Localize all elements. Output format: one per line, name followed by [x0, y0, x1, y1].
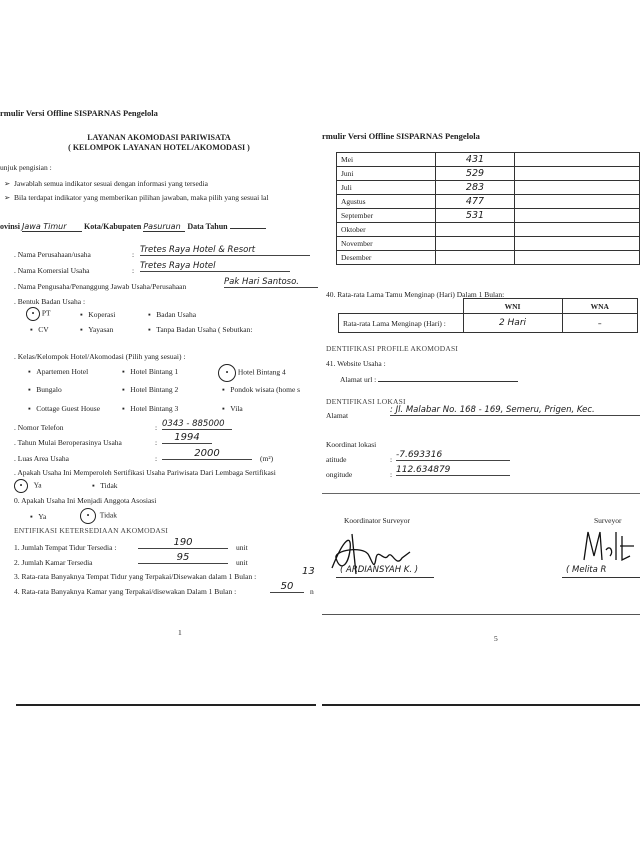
page-header: rmulir Versi Offline SISPARNAS Pengelola [322, 131, 480, 141]
website-label: 41. Website Usaha : [326, 359, 386, 368]
stay-wni-value[interactable]: 2 Hari [463, 314, 562, 333]
month-extra[interactable] [515, 167, 640, 181]
wni-header: WNI [463, 299, 562, 314]
commercial-name-label: . Nama Komersial Usaha [14, 266, 90, 275]
latitude-value[interactable]: -7.693316 [396, 450, 510, 461]
option-badan-usaha[interactable]: ▪ Badan Usaha [148, 310, 197, 319]
month-row [337, 223, 640, 237]
avg-rooms-value[interactable]: 50 [270, 581, 304, 593]
class-vila[interactable]: ▪ Vila [222, 404, 243, 413]
coordinate-label: Koordinat lokasi [326, 440, 377, 449]
address-label: Alamat [326, 411, 349, 420]
month-row [337, 181, 640, 195]
province-value[interactable]: Jawa Timur [22, 222, 82, 232]
selected-circle-icon: • [80, 508, 96, 524]
selected-circle-icon: • [14, 479, 28, 493]
month-name: Juni [337, 167, 436, 181]
month-name: Desember [337, 251, 436, 265]
right-page: rmulir Versi Offline SISPARNAS Pengelola Mei 431 Juni 529 Juli 283 Agustus 477 September 531 Oktober November Desember 40. Rata-rata Lama Tamu Menginap (Hari) Dalam 1 Bulan: WNI WNA Rata-rata Lama Menginap (Hari) : 2 Hari – DENTIFIKASI PROFILE AKOMODASI 41. Website Usaha : Alamat url : DENTIFIKASI LOKASI Alamat : Jl. Malabar No. 168 - 169, Semeru, Prigen, Kec. Koordinat lokasi atitude : -7.693316 ongitude : 112.634879 Koordinator Surveyor ( ARDIANSYAH K. ) Surveyor ( Melita R 5 [322, 0, 640, 843]
month-extra[interactable] [515, 237, 640, 251]
month-value[interactable]: 283 [436, 181, 515, 195]
class-bintang-3[interactable]: ▪ Hotel Bintang 3 [122, 404, 179, 413]
address-value[interactable]: : Jl. Malabar No. 168 - 169, Semeru, Prigen, Kec. [390, 405, 640, 416]
surveyor-name: ( Melita R [566, 565, 607, 575]
month-value[interactable] [436, 237, 515, 251]
wna-header: WNA [562, 299, 638, 314]
business-form-label: . Bentuk Badan Usaha : [14, 297, 86, 306]
city-value[interactable]: Pasuruan [143, 222, 185, 232]
surveyor-signature-icon [580, 526, 640, 566]
phone-value[interactable]: 0343 - 885000 [162, 419, 232, 430]
avg-stay-label: 40. Rata-rata Lama Tamu Menginap (Hari) Dalam 1 Bulan: [326, 290, 505, 299]
year-started-value[interactable]: 1994 [162, 432, 212, 444]
longitude-value[interactable]: 112.634879 [396, 465, 510, 476]
section-profile: DENTIFIKASI PROFILE AKOMODASI [326, 344, 459, 353]
association-label: 0. Apakah Usaha Ini Menjadi Anggota Asosiasi [14, 496, 157, 505]
owner-value[interactable]: Pak Hari Santoso. [224, 277, 318, 288]
month-row [337, 251, 640, 265]
month-value[interactable]: 431 [436, 153, 515, 167]
class-bintang-4[interactable]: • Hotel Bintang 4 [218, 364, 286, 382]
coordinator-label: Koordinator Surveyor [344, 516, 411, 525]
page-header: rmulir Versi Offline SISPARNAS Pengelola [0, 108, 158, 118]
class-cottage[interactable]: ▪ Cottage Guest House [28, 404, 101, 413]
province-row: ovinsi Jawa Timur Kota/Kabupaten Pasuruan Data Tahun [0, 222, 266, 232]
month-row [337, 195, 640, 209]
company-name-label: . Nama Perusahaan/usaha [14, 250, 91, 259]
form-title: LAYANAN AKOMODASI PARIWISATA [87, 133, 231, 142]
month-name: Oktober [337, 223, 436, 237]
association-tidak[interactable]: • Tidak [80, 508, 117, 524]
year-started-label: . Tahun Mulai Beroperasinya Usaha [14, 438, 122, 447]
option-cv[interactable]: ▪ CV [30, 325, 49, 334]
avg-rooms-label: 4. Rata-rata Banyaknya Kamar yang Terpakai/disewakan Dalam 1 Bulan : [14, 587, 237, 596]
class-bungalo[interactable]: ▪ Bungalo [28, 385, 62, 394]
month-extra[interactable] [515, 195, 640, 209]
area-unit: (m²) [260, 454, 274, 463]
selected-circle-icon: • [218, 364, 236, 382]
company-name-value[interactable]: Tretes Raya Hotel & Resort [140, 245, 310, 256]
month-extra[interactable] [515, 209, 640, 223]
month-value[interactable]: 531 [436, 209, 515, 223]
beds-label: 1. Jumlah Tempat Tidur Tersedia : [14, 543, 117, 552]
certification-label: . Apakah Usaha Ini Memperoleh Sertifikasi Usaha Pariwisata Dari Lembaga Sertifikasi [14, 468, 276, 477]
month-value[interactable]: 477 [436, 195, 515, 209]
avg-beds-value[interactable]: 13 [302, 566, 315, 577]
stay-table [338, 298, 638, 333]
instructions-heading: unjuk pengisian : [0, 163, 52, 172]
monthly-table [336, 152, 640, 265]
month-name: Juli [337, 181, 436, 195]
class-bintang-2[interactable]: ▪ Hotel Bintang 2 [122, 385, 179, 394]
avg-beds-label: 3. Rata-rata Banyaknya Tempat Tidur yang Terpakai/Disewakan dalam 1 Bulan : [14, 572, 257, 581]
area-label: . Luas Area Usaha [14, 454, 69, 463]
instruction-2: ➢ Bila terdapat indikator yang memberikan pilihan jawaban, maka pilih yang sesuai lal [4, 193, 269, 202]
latitude-label: atitude [326, 455, 347, 464]
month-name: Mei [337, 153, 436, 167]
area-value[interactable]: 2000 [162, 448, 252, 460]
month-extra[interactable] [515, 181, 640, 195]
option-tanpa-badan[interactable]: ▪ Tanpa Badan Usaha ( Sebutkan: [148, 325, 253, 334]
rooms-value[interactable]: 95 [138, 552, 228, 564]
option-yayasan[interactable]: ▪ Yayasan [80, 325, 114, 334]
page-number: 1 [178, 628, 182, 637]
month-name: September [337, 209, 436, 223]
hotel-class-label: . Kelas/Kelompok Hotel/Akomodasi (Pilih yang sesuai) : [14, 352, 186, 361]
bottom-rule [16, 704, 316, 706]
month-extra[interactable] [515, 223, 640, 237]
divider [322, 614, 640, 615]
commercial-name-value[interactable]: Tretes Raya Hotel [140, 261, 290, 272]
coordinator-name: ( ARDIANSYAH K. ) [340, 565, 419, 575]
instruction-1: ➢ Jawablah semua indikator sesuai dengan informasi yang tersedia [4, 179, 208, 188]
month-name: November [337, 237, 436, 251]
month-row [337, 237, 640, 251]
certification-tidak[interactable]: ▪ Tidak [92, 481, 118, 490]
month-extra[interactable] [515, 153, 640, 167]
association-ya[interactable]: ▪ Ya [30, 512, 47, 521]
stay-row-label: Rata-rata Lama Menginap (Hari) : [339, 314, 464, 333]
option-koperasi[interactable]: ▪ Koperasi [80, 310, 116, 319]
year-value[interactable] [230, 228, 266, 229]
month-row [337, 209, 640, 223]
surveyor-label: Surveyor [594, 516, 622, 525]
class-pondok[interactable]: ▪ Pondok wisata (home s [222, 385, 301, 394]
bottom-rule [322, 704, 640, 706]
left-page: rmulir Versi Offline SISPARNAS Pengelola LAYANAN AKOMODASI PARIWISATA ( KELOMPOK LAYANAN HOTEL/AKOMODASI ) unjuk pengisian : ➢ Jawablah semua indikator sesuai dengan informasi yang tersedia ➢ Bila terdapat indikator yang memberikan pilihan jawaban, maka pilih yang sesuai lal ovinsi Jawa Timur Kota/Kabupaten Pasuruan Data Tahun . Nama Perusahaan/usaha : Tretes Raya Hotel & Resort . Nama Komersial Usaha : Tretes Raya Hotel . Nama Pengusaha/Penanggung Jawab Usaha/Perusahaan Pak Hari Santoso. . Bentuk Badan Usaha : • PT ▪ Koperasi ▪ Badan Usaha ▪ CV ▪ Yayasan ▪ Tanpa Badan Usaha ( Sebutkan: . Kelas/Kelompok Hotel/Akomodasi (Pilih yang sesuai) : ▪ Apartemen Hotel ▪ Hotel Bintang 1 • Hotel Bintang 4 ▪ Bungalo ▪ Hotel Bintang 2 ▪ Pondok wisata (home s ▪ Cottage Guest House ▪ Hotel Bintang 3 ▪ Vila . Nomor Telefon : 0343 - 885000 . Tahun Mulai Beroperasinya Usaha : 1994 . Luas Area Usaha : 2000 (m²) . Apakah Usaha Ini Memperoleh Sertifikasi Usaha Pariwisata Dari Lembaga Sertifikasi • Ya ▪ Tidak 0. Apakah Usaha Ini Menjadi Anggota Asosiasi ▪ Ya • Tidak ENTIFIKASI KETERSEDIAAN AKOMODASI 1. Jumlah Tempat Tidur Tersedia : 190 unit 2. Jumlah Kamar Tersedia 95 unit 3. Rata-rata Banyaknya Tempat Tidur yang Terpakai/Disewakan dalam 1 Bulan : 13 4. Rata-rata Banyaknya Kamar yang Terpakai/disewakan Dalam 1 Bulan : 50 n 1 [0, 0, 318, 843]
section-availability: ENTIFIKASI KETERSEDIAAN AKOMODASI [14, 526, 169, 535]
page-number: 5 [494, 634, 498, 643]
class-apartemen[interactable]: ▪ Apartemen Hotel [28, 367, 89, 376]
rooms-label: 2. Jumlah Kamar Tersedia [14, 558, 93, 567]
divider [322, 493, 640, 494]
phone-label: . Nomor Telefon [14, 423, 64, 432]
month-row [337, 167, 640, 181]
month-name: Agustus [337, 195, 436, 209]
month-value[interactable] [436, 223, 515, 237]
month-extra[interactable] [515, 251, 640, 265]
month-value[interactable]: 529 [436, 167, 515, 181]
url-label: Alamat url : [340, 375, 518, 384]
month-value[interactable] [436, 251, 515, 265]
beds-value[interactable]: 190 [138, 537, 228, 549]
certification-ya[interactable]: • Ya [14, 479, 42, 493]
class-bintang-1[interactable]: ▪ Hotel Bintang 1 [122, 367, 179, 376]
month-row [337, 153, 640, 167]
option-pt[interactable]: • PT [26, 307, 51, 321]
longitude-label: ongitude [326, 470, 353, 479]
section-location: DENTIFIKASI LOKASI [326, 397, 406, 406]
owner-label: . Nama Pengusaha/Penanggung Jawab Usaha/Perusahaan [14, 282, 187, 291]
form-subtitle: ( KELOMPOK LAYANAN HOTEL/AKOMODASI ) [68, 143, 250, 152]
selected-circle-icon: • [26, 307, 40, 321]
stay-wna-value[interactable]: – [562, 314, 638, 333]
url-value[interactable] [378, 381, 518, 382]
